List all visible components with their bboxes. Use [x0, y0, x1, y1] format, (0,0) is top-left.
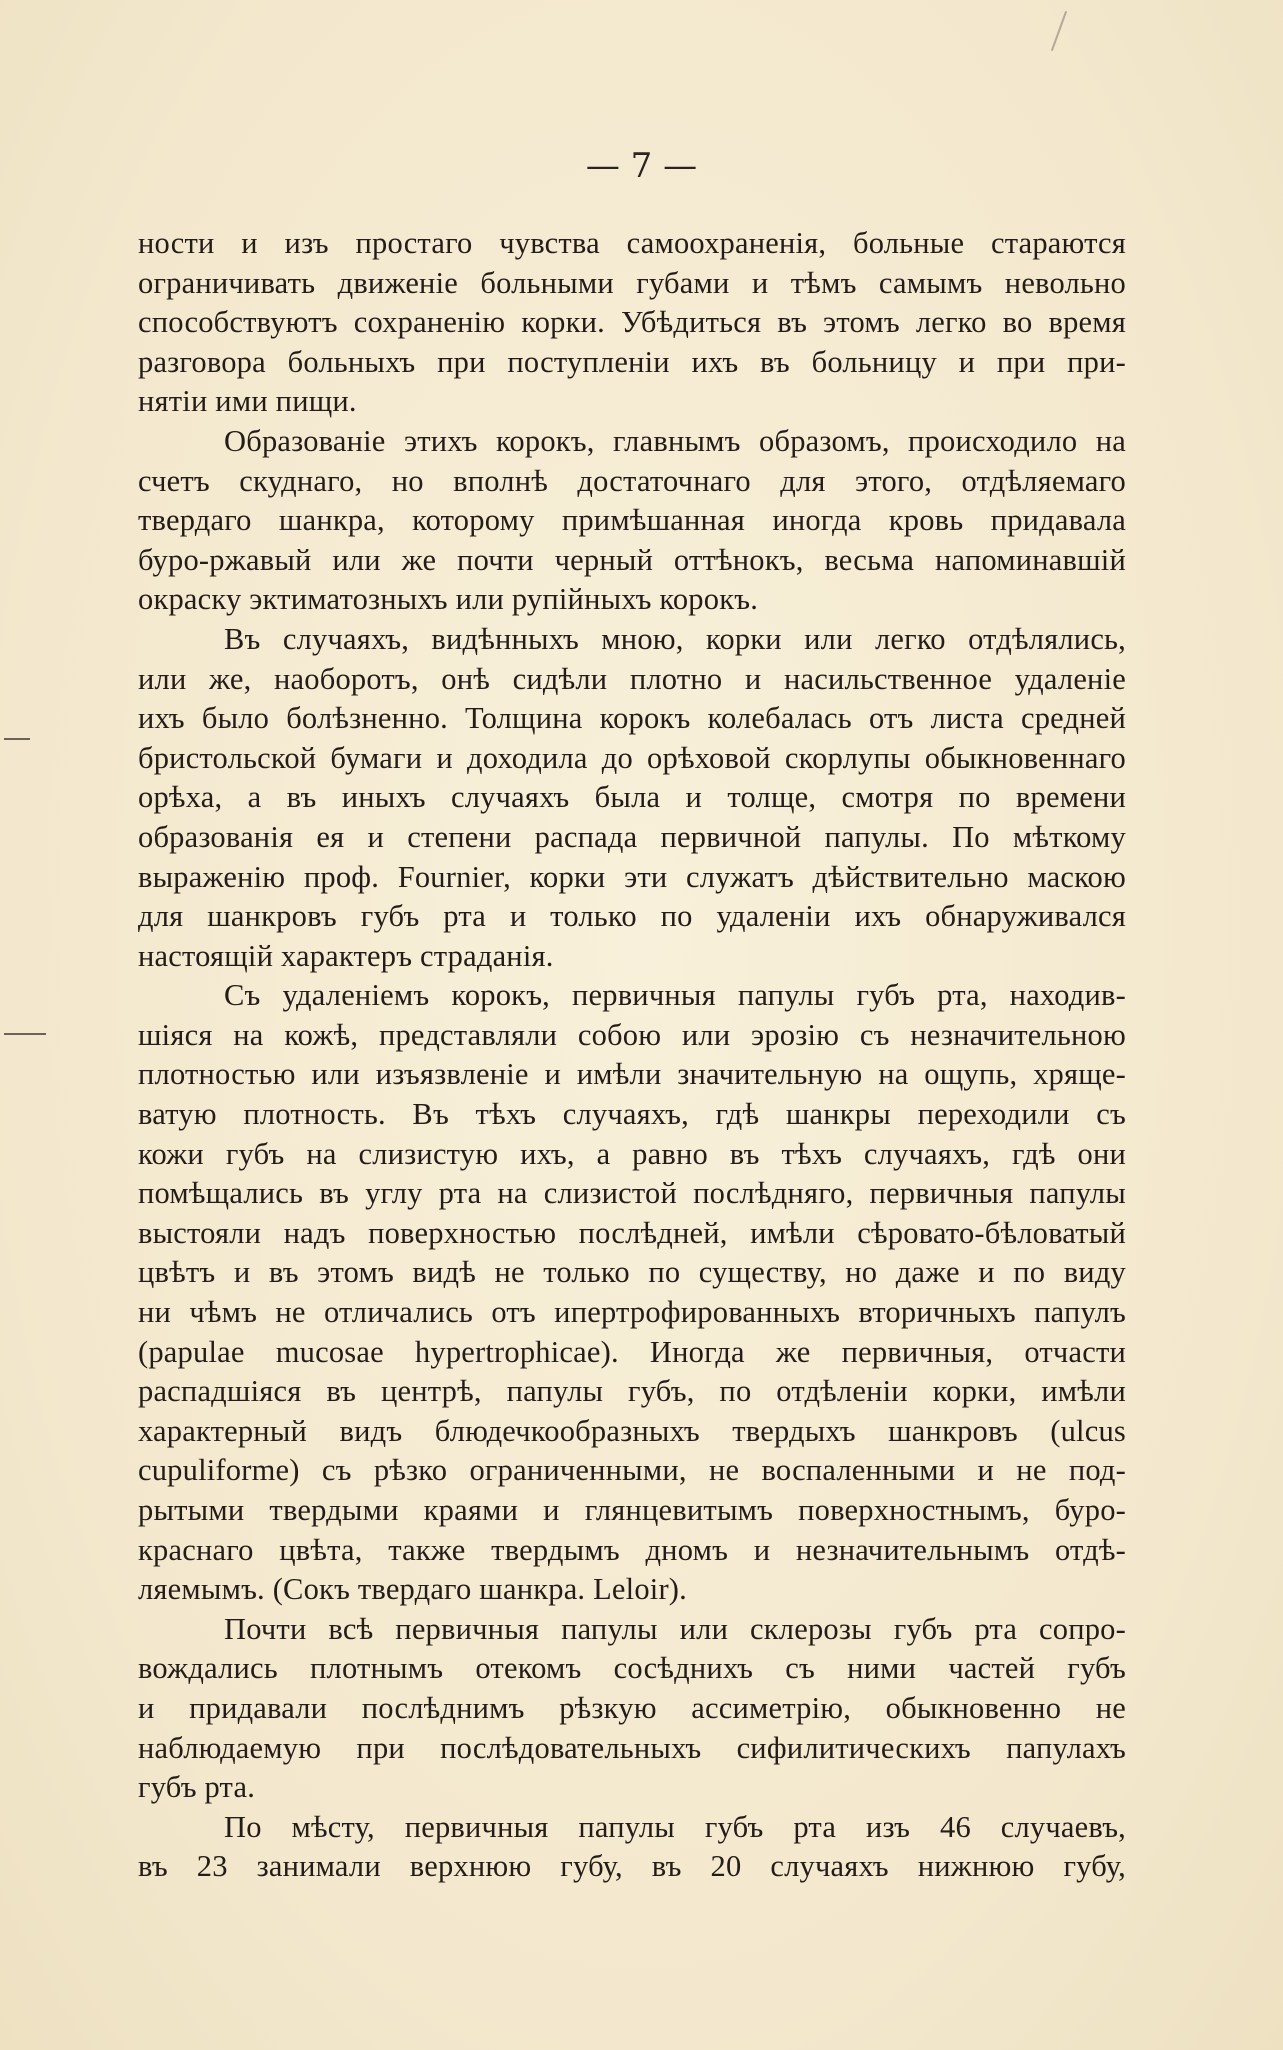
text-line: ности и изъ простаго чувства самоохраненія, больные стараются: [138, 226, 1126, 260]
text-line: окраску эктиматозныхъ или рупійныхъ корокъ.: [138, 582, 759, 617]
text-line: бристольской бумаги и доходила до орѣховой скорлупы обыкновеннаго: [138, 740, 1126, 775]
text-line: счетъ скуднаго, но вполнѣ достаточнаго для этого, отдѣляемаго: [138, 463, 1126, 498]
text-line: для шанкровъ губъ рта и только по удаленіи ихъ обнаруживался: [138, 899, 1126, 934]
page-number: — 7 —: [585, 146, 698, 186]
text-line: и придавали послѣднимъ рѣзкую ассиметрію, обыкновенно не: [138, 1690, 1126, 1725]
paper-scratch: [1051, 11, 1067, 51]
text-line: ватую плотность. Въ тѣхъ случаяхъ, гдѣ шанкры переходили съ: [138, 1097, 1126, 1132]
text-line: помѣщались въ углу рта на слизистой послѣдняго, первичныя папулы: [138, 1176, 1126, 1211]
text-line: кожи губъ на слизистую ихъ, а равно въ тѣхъ случаяхъ, гдѣ они: [138, 1136, 1126, 1171]
margin-mark: [4, 738, 30, 740]
text-line: цвѣтъ и въ этомъ видѣ не только по существу, но даже и по виду: [138, 1255, 1126, 1290]
text-line: ляемымъ. (Сокъ твердаго шанкра. Leloir).: [138, 1572, 687, 1607]
text-line: ограничивать движеніе больными губами и тѣмъ самымъ невольно: [138, 265, 1126, 300]
text-line: выстояли надъ поверхностью послѣдней, имѣли сѣровато-бѣловатый: [138, 1215, 1126, 1250]
text-line: Съ удаленіемъ корокъ, первичныя папулы губъ рта, находив-: [224, 978, 1126, 1013]
text-line: настоящій характеръ страданія.: [138, 938, 554, 973]
text-line: cupuliforme) съ рѣзко ограниченными, не воспаленными и не под-: [138, 1453, 1126, 1488]
text-line: рытыми твердыми краями и глянцевитымъ поверхностнымъ, буро-: [138, 1493, 1126, 1527]
text-line: ихъ было болѣзненно. Толщина корокъ колебалась отъ листа средней: [138, 701, 1126, 736]
text-line: вождались плотнымъ отекомъ сосѣднихъ съ ними частей губъ: [138, 1651, 1126, 1686]
text-line: шіяся на кожѣ, представляли собою или эрозію съ незначительною: [138, 1017, 1126, 1052]
text-line: ни чѣмъ не отличались отъ ипертрофированныхъ вторичныхъ папулъ: [138, 1295, 1126, 1330]
body-text: [138, 224, 1126, 1887]
text-line: способствуютъ сохраненію корки. Убѣдиться въ этомъ легко во время: [138, 305, 1126, 340]
text-line: твердаго шанкра, которому примѣшанная иногда кровь придавала: [138, 503, 1126, 538]
text-line: Образованіе этихъ корокъ, главнымъ образомъ, происходило на: [224, 423, 1126, 458]
text-line: (papulae mucosae hypertrophicae). Иногда же первичныя, отчасти: [138, 1334, 1126, 1369]
text-line: нятіи ими пищи.: [138, 384, 357, 419]
text-line: или же, наоборотъ, онѣ сидѣли плотно и насильственное удаленіе: [138, 661, 1126, 696]
text-line: наблюдаемую при послѣдовательныхъ сифилитическихъ папулахъ: [138, 1730, 1126, 1765]
text-line: характерный видъ блюдечкообразныхъ твердыхъ шанкровъ (ulcus: [138, 1413, 1126, 1448]
text-line: Почти всѣ первичныя папулы или склерозы губъ рта сопро-: [224, 1611, 1126, 1646]
text-line: губъ рта.: [138, 1770, 256, 1805]
text-line: плотностью или изъязвленіе и имѣли значительную на ощупь, хряще-: [138, 1057, 1126, 1092]
margin-mark: [4, 1033, 46, 1035]
text-line: въ 23 занимали верхнюю губу, въ 20 случаяхъ нижнюю губу,: [138, 1849, 1126, 1884]
text-line: орѣха, а въ иныхъ случаяхъ была и толще, смотря по времени: [138, 780, 1126, 815]
text-line: распадшіяся въ центрѣ, папулы губъ, по отдѣленіи корки, имѣли: [138, 1374, 1126, 1409]
text-line: разговора больныхъ при поступленіи ихъ въ больницу и при при-: [138, 344, 1126, 379]
text-line: выраженію проф. Fournier, корки эти служатъ дѣйствительно маскою: [138, 859, 1126, 894]
text-line: По мѣсту, первичныя папулы губъ рта изъ 46 случаевъ,: [224, 1809, 1126, 1844]
text-line: образованія ея и степени распада первичной папулы. По мѣткому: [138, 819, 1126, 854]
text-line: буро-ржавый или же почти черный оттѣнокъ, весьма напоминавшій: [138, 542, 1126, 577]
text-line: Въ случаяхъ, видѣнныхъ мною, корки или легко отдѣлялись,: [224, 621, 1126, 656]
text-line: краснаго цвѣта, также твердымъ дномъ и незначительнымъ отдѣ-: [138, 1532, 1126, 1567]
